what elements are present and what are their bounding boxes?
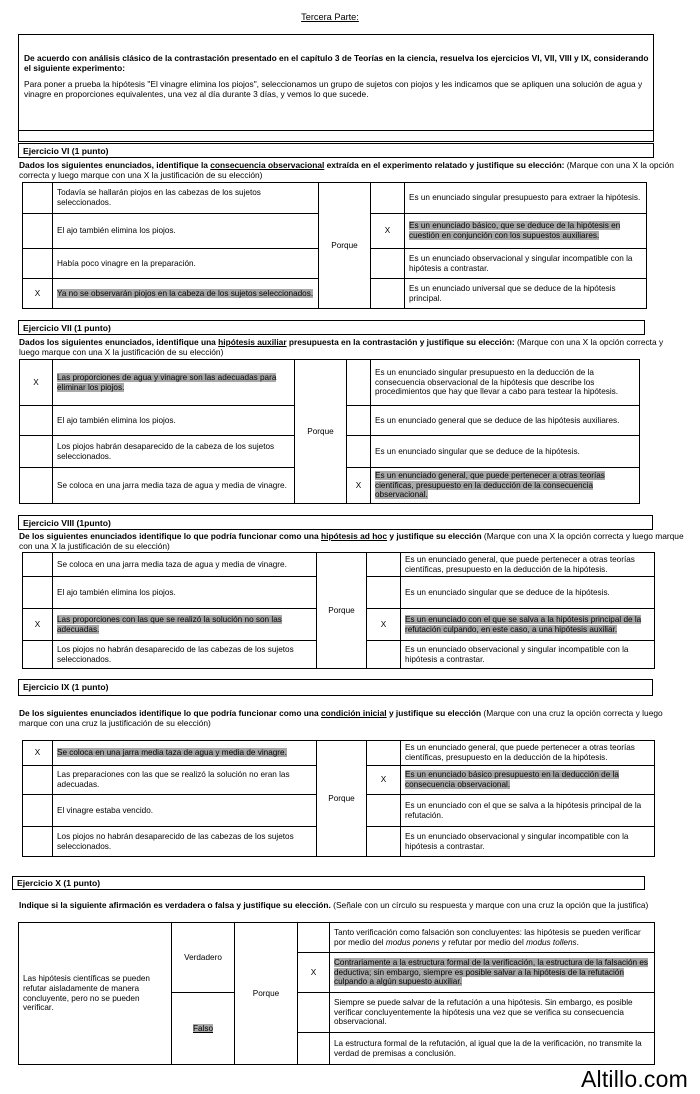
ex10-table [18, 922, 655, 1065]
ex9-table [22, 740, 655, 857]
ex6-left-mark[interactable] [23, 183, 53, 214]
ex8-left-option[interactable]: Se coloca en una jarra media taza de agua y media de vinagre. [53, 553, 317, 577]
ex7-left-option[interactable]: Las proporciones de agua y vinagre son las adecuadas para eliminar los piojos. [53, 360, 295, 406]
ex8-right-option[interactable]: Es un enunciado singular que se deduce de la hipótesis. [401, 577, 655, 609]
ex10-question: Indique si la siguiente afirmación es verdadera o falsa y justifique su elección. (Señale con un círculo su respuesta y marque con una cruz la opción que la justifica) [19, 900, 649, 910]
ex9-left-mark[interactable] [23, 766, 53, 795]
ex7-left-option[interactable]: Los piojos habrán desaparecido de la cabeza de los sujetos seleccionados. [53, 436, 295, 468]
ex6-question: Dados los siguientes enunciados, identifique la consecuencia observacional extraída en el experimento relatado y justifique su elección: (Marque con una X la opción correcta y luego marque con una X la justificación de su elección) [19, 160, 674, 181]
ex8-left-mark[interactable] [23, 553, 53, 577]
ex7-right-option[interactable]: Es un enunciado general que se deduce de las hipótesis auxiliares. [371, 406, 640, 436]
ex8-left-option[interactable]: Los piojos no habrán desaparecido de las cabezas de los sujetos seleccionados. [53, 641, 317, 669]
ex8-right-mark[interactable]: X [367, 609, 401, 641]
ex7-left-mark[interactable] [20, 406, 53, 436]
ex8-left-mark[interactable] [23, 641, 53, 669]
ex10-right-option[interactable]: La estructura formal de la refutación, al igual que la de la verificación, no transmite la verdad de premisas a conclusión. [330, 1033, 655, 1065]
ex10-statement: Las hipótesis científicas se pueden refutar aisladamente de manera concluyente, pero no se pueden verificar. [19, 923, 172, 1065]
ex8-right-option[interactable]: Es un enunciado general, que puede pertenecer a otras teorías científicas, presupuesto en la deducción de la hipótesis. [401, 553, 655, 577]
ex6-left-option[interactable]: Todavía se hallarán piojos en las cabezas de los sujetos seleccionados. [53, 183, 319, 214]
ex9-left-mark[interactable] [23, 827, 53, 857]
ex8-right-mark[interactable] [367, 553, 401, 577]
ex6-right-option[interactable]: Es un enunciado observacional y singular incompatible con la hipótesis a contrastar. [405, 249, 647, 279]
ex9-porque: Porque [317, 741, 367, 857]
ex7-left-mark[interactable]: X [20, 360, 53, 406]
ex9-left-option[interactable]: Las preparaciones con las que se realizó la solución no eran las adecuadas. [53, 766, 317, 795]
ex7-question: Dados los siguientes enunciados, identifique una hipótesis auxiliar presupuesta en la contrastación y justifique su elección: (Marque con una X la opción correcta y luego marque con una X la justificación de su elección) [19, 337, 664, 358]
ex8-left-option[interactable]: El ajo también elimina los piojos. [53, 577, 317, 609]
ex8-right-mark[interactable] [367, 641, 401, 669]
ex7-right-mark[interactable] [347, 360, 371, 406]
ex10-right-mark[interactable] [298, 1033, 330, 1065]
ex7-right-option[interactable]: Es un enunciado general, que puede pertenecer a otras teorías científicas, presupuesto en la deducción de la consecuencia observacional. [371, 468, 640, 504]
ex10-falso[interactable]: Falso [172, 993, 235, 1065]
ex6-table [22, 182, 647, 309]
ex9-left-mark[interactable]: X [23, 741, 53, 766]
ex8-left-mark[interactable]: X [23, 609, 53, 641]
intro-divider [18, 130, 654, 142]
ex8-right-mark[interactable] [367, 577, 401, 609]
ex9-right-option[interactable]: Es un enunciado general, que puede pertenecer a otras teorías científicas, presupuesto en la deducción de la hipótesis. [401, 741, 655, 766]
ex6-right-option[interactable]: Es un enunciado básico, que se deduce de la hipótesis en cuestión en conjunción con los supuestos auxiliares. [405, 214, 647, 249]
ex6-left-mark[interactable]: X [23, 279, 53, 309]
ex9-right-mark[interactable] [367, 741, 401, 766]
ex10-right-option[interactable]: Contrariamente a la estructura formal de la verificación, la estructura de la falsación es deductiva; sin embargo, siempre es posible salvar a la hipótesis de la refutación culpando a algún supuesto auxiliar. [330, 953, 655, 993]
ex9-right-option[interactable]: Es un enunciado con el que se salva a la hipótesis principal de la refutación. [401, 795, 655, 827]
page-title: Tercera Parte: [301, 12, 359, 22]
ex6-right-option[interactable]: Es un enunciado universal que se deduce de la hipótesis principal. [405, 279, 647, 309]
ex7-left-option[interactable]: El ajo también elimina los piojos. [53, 406, 295, 436]
ex9-right-mark[interactable]: X [367, 766, 401, 795]
ex7-right-mark[interactable]: X [347, 468, 371, 504]
ex6-right-mark[interactable] [371, 249, 405, 279]
ex7-table [19, 359, 640, 504]
ex7-porque: Porque [295, 360, 347, 504]
ex6-left-option[interactable]: El ajo también elimina los piojos. [53, 214, 319, 249]
ex9-right-mark[interactable] [367, 827, 401, 857]
ex7-left-mark[interactable] [20, 468, 53, 504]
ex6-left-option[interactable]: Ya no se observarán piojos en la cabeza de los sujetos seleccionados. [53, 279, 319, 309]
ex8-table [22, 552, 655, 669]
ex9-left-option[interactable]: El vinagre estaba vencido. [53, 795, 317, 827]
ex7-right-option[interactable]: Es un enunciado singular presupuesto en la deducción de la consecuencia observacional de la hipótesis que describe los procedimientos que hay que llevar a cabo para testear la hipótesis. [371, 360, 640, 406]
ex10-right-mark[interactable] [298, 993, 330, 1033]
ex7-left-option[interactable]: Se coloca en una jarra media taza de agua y media de vinagre. [53, 468, 295, 504]
ex7-left-mark[interactable] [20, 436, 53, 468]
ex7-right-mark[interactable] [347, 406, 371, 436]
ex10-porque: Porque [235, 923, 298, 1065]
ex7-header: Ejercicio VII (1 punto) [18, 320, 645, 335]
ex6-left-mark[interactable] [23, 249, 53, 279]
ex6-porque: Porque [319, 183, 371, 309]
ex9-right-mark[interactable] [367, 795, 401, 827]
ex8-question: De los siguientes enunciados identifique lo que podría funcionar como una hipótesis ad hoc y justifique su elección (Marque con una X la opción correcta y luego marque con una X la justificación de su elección) [19, 531, 684, 552]
ex6-right-option[interactable]: Es un enunciado singular presupuesto para extraer la hipótesis. [405, 183, 647, 214]
ex8-right-option[interactable]: Es un enunciado con el que se salva a la hipótesis principal de la refutación culpando, en este caso, a una hipótesis auxiliar. [401, 609, 655, 641]
ex6-left-mark[interactable] [23, 214, 53, 249]
ex10-verdadero[interactable]: Verdadero [172, 923, 235, 993]
ex8-right-option[interactable]: Es un enunciado observacional y singular incompatible con la hipótesis a contrastar. [401, 641, 655, 669]
ex10-right-option[interactable]: Tanto verificación como falsación son concluyentes: las hipótesis se pueden verificar por medio del modus ponens y refutar por medio del modus tollens. [330, 923, 655, 953]
ex9-left-option[interactable]: Los piojos no habrán desaparecido de las cabezas de los sujetos seleccionados. [53, 827, 317, 857]
ex10-right-mark[interactable]: X [298, 953, 330, 993]
ex8-left-mark[interactable] [23, 577, 53, 609]
ex9-left-mark[interactable] [23, 795, 53, 827]
ex9-right-option[interactable]: Es un enunciado observacional y singular incompatible con la hipótesis a contrastar. [401, 827, 655, 857]
ex9-header: Ejercicio IX (1 punto) [18, 679, 653, 696]
intro-experiment: Para poner a prueba la hipótesis "El vinagre elimina los piojos", seleccionamos un grupo de sujetos con piojos y les indicamos que se apliquen una solución de agua y vinagre en proporciones equivalentes, una vez al día durante 3 días, y vemos lo que sucede. [24, 79, 643, 100]
intro-lead: De acuerdo con análisis clásico de la contrastación presentado en el capítulo 3 de Teorías en la ciencia, resuelva los ejercicios VI, VII, VIII y IX, considerando el siguiente experimento: [24, 53, 649, 74]
watermark-logo: Altillo.com [580, 1066, 688, 1093]
ex6-left-option[interactable]: Había poco vinagre en la preparación. [53, 249, 319, 279]
ex6-header: Ejercicio VI (1 punto) [18, 143, 654, 158]
intro-box [18, 34, 654, 142]
ex7-right-mark[interactable] [347, 436, 371, 468]
ex8-header: Ejercicio VIII (1punto) [18, 515, 653, 530]
ex7-right-option[interactable]: Es un enunciado singular que se deduce de la hipótesis. [371, 436, 640, 468]
ex8-left-option[interactable]: Las proporciones con las que se realizó la solución no son las adecuadas. [53, 609, 317, 641]
ex10-right-option[interactable]: Siempre se puede salvar de la refutación a una hipótesis. Sin embargo, es posible verificar concluyentemente la hipótesis una vez que se verifica su consecuencia observacional. [330, 993, 655, 1033]
ex6-right-mark[interactable] [371, 183, 405, 214]
ex6-right-mark[interactable] [371, 279, 405, 309]
ex10-right-mark[interactable] [298, 923, 330, 953]
ex9-left-option[interactable]: Se coloca en una jarra media taza de agua y media de vinagre. [53, 741, 317, 766]
ex8-porque: Porque [317, 553, 367, 669]
ex9-question: De los siguientes enunciados identifique lo que podría funcionar como una condición inicial y justifique su elección (Marque con una cruz la opción correcta y luego marque con una cruz la justificación de su elección) [19, 708, 663, 729]
ex9-right-option[interactable]: Es un enunciado básico presupuesto en la deducción de la consecuencia observacional. [401, 766, 655, 795]
ex6-right-mark[interactable]: X [371, 214, 405, 249]
ex10-header: Ejercicio X (1 punto) [12, 876, 645, 890]
